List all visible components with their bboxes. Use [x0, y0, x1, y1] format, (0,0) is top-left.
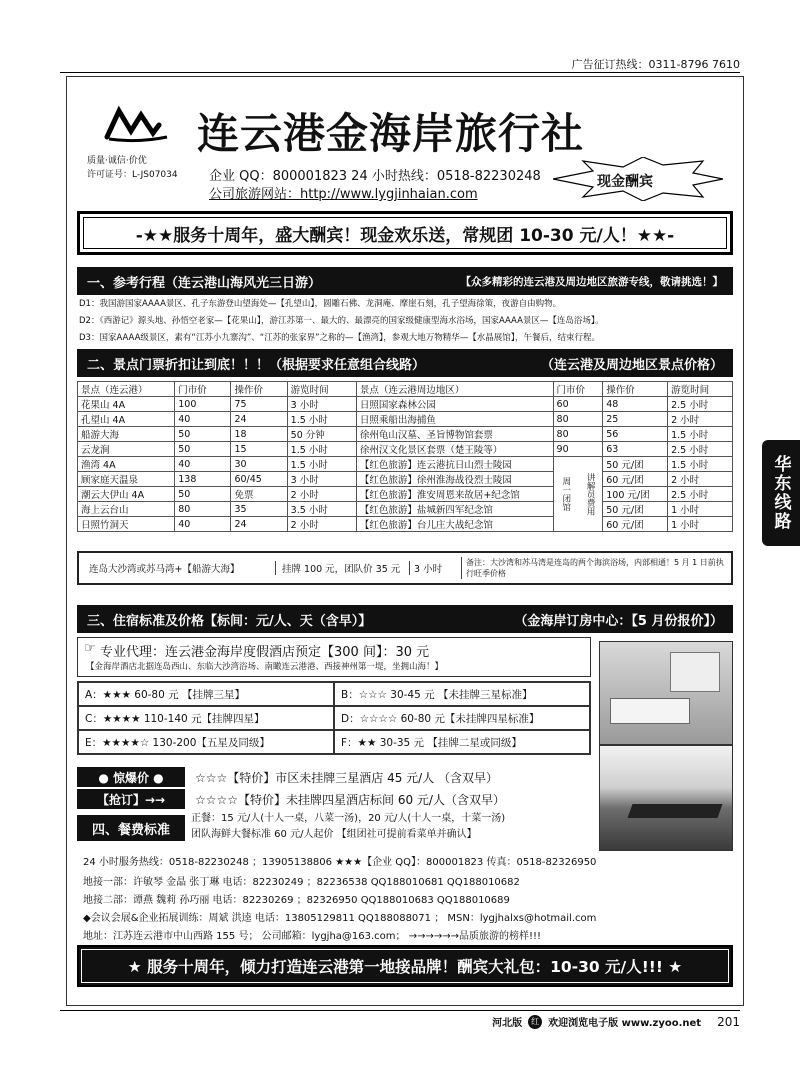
- table-cell: 1 小时: [668, 502, 733, 517]
- table-row: [78, 706, 590, 730]
- pointing-hand-icon: ☞: [84, 641, 96, 656]
- section1-title: 一、参考行程（连云港山海风光三日游）: [87, 275, 322, 291]
- table-header: 操作价: [603, 382, 668, 397]
- reward-burst-text: 现金酬宾: [597, 174, 653, 190]
- contact-dept2: 地接二部：谭燕 魏莉 孙巧丽 电话：82230269 ；82326950 QQ188010683 QQ188010689: [83, 895, 510, 906]
- top-rule: [60, 72, 740, 73]
- table-cell: 100: [175, 397, 231, 412]
- hotel-grade-a: A：★★★ 60-80 元 【挂牌三星】: [78, 682, 334, 706]
- itinerary-day1: D1：我国游国家AAAA景区、孔子东游登山望海处—【孔望山】，圆雕石佛、龙洞庵、摩崖石刻，孔子望海徐策，夜游自由购物。: [79, 299, 562, 309]
- table-cell: 2.5 小时: [668, 487, 733, 502]
- ad-hotline: 广告征订热线：0311-8796 7610: [571, 58, 740, 71]
- table-cell: 日照国家森林公园: [356, 397, 553, 412]
- hotel-agent-line: 专业代理：连云港金海岸度假酒店预定【300 间】：30 元: [100, 645, 430, 660]
- meal-line-1: 正餐：15 元/人(十人一桌，八菜一汤)，20 元/人(十人一桌，十菜一汤): [191, 813, 506, 824]
- table-cell: 花果山 4A: [78, 397, 175, 412]
- table-cell: 【红色旅游】盐城新四军纪念馆: [356, 502, 553, 517]
- table-header-row: [78, 382, 733, 397]
- ticket-price-table: [77, 381, 733, 532]
- table-cell: 3 小时: [287, 472, 356, 487]
- table-cell: 【红色旅游】台儿庄大战纪念馆: [356, 517, 553, 532]
- table-cell: 【红色旅游】徐州淮海战役烈士陵园: [356, 472, 553, 487]
- page-number: 201: [717, 1014, 740, 1029]
- table-cell: 25: [603, 412, 668, 427]
- hotel-grade-f: F：★★ 30-35 元 【挂牌二星或同级】: [334, 730, 590, 754]
- table-cell: 顾家庭天温泉: [78, 472, 175, 487]
- table-row: [78, 502, 733, 517]
- closed-note: 周一闭馆: [560, 477, 571, 511]
- table-cell: 2.5 小时: [668, 442, 733, 457]
- table-cell: 2 小时: [287, 517, 356, 532]
- table-cell: 云龙涧: [78, 442, 175, 457]
- table-row: [78, 457, 733, 472]
- table-row: [78, 397, 733, 412]
- section4-title: 四、餐费标准: [77, 815, 185, 841]
- deal-line-2: ☆☆☆☆【特价】未挂牌四星酒店标间 60 元/人（含双早）: [195, 793, 505, 807]
- table-row: [78, 487, 733, 502]
- table-cell: 50 分钟: [287, 427, 356, 442]
- table-row: [78, 730, 590, 754]
- table-cell: 孔望山 4A: [78, 412, 175, 427]
- table-cell: 潮云大伊山 4A: [78, 487, 175, 502]
- contact-hotline: 24 小时服务热线：0518-82230248 ；13905138806 ★★★【企业 QQ】：800001823 传真：0518-82326950: [83, 857, 597, 868]
- table-cell: 徐州汉文化景区套票（楚王陵等）: [356, 442, 553, 457]
- hotel-grade-table: [77, 681, 591, 755]
- seaside-photo: [599, 745, 733, 851]
- hotel-grade-c: C：★★★★ 110-140 元【挂牌四星】: [78, 706, 334, 730]
- table-header: 游览时间: [287, 382, 356, 397]
- contact-meetings: ◆会议会展&企业拓展训练：周斌 洪逵 电话：13805129811 QQ188088071 ； MSN：lygjhalxs@hotmail.com: [83, 913, 597, 924]
- table-cell: 24: [231, 412, 287, 427]
- browse-text[interactable]: 欢迎浏览电子版 www.zyoo.net: [548, 1018, 702, 1029]
- company-logo-icon: [103, 103, 173, 143]
- ticket-footer-route: 连岛大沙湾或苏马湾+【船游大海】: [89, 564, 240, 575]
- table-row: [78, 472, 733, 487]
- table-cell: 60 元/团: [603, 517, 668, 532]
- table-row: [78, 682, 590, 706]
- table-cell: 30: [231, 457, 287, 472]
- lecture-note: 讲解员费用: [585, 472, 596, 516]
- itinerary-day3: D3：国家AAAA级景区，素有“江苏小九寨沟”、“江苏的张家界”之称的—【渔湾】，参观大地万物精华—【水晶展馆】，午餐后，结束行程。: [79, 333, 601, 343]
- table-cell: 24: [231, 517, 287, 532]
- side-tab-east-china[interactable]: 华东线路: [762, 440, 800, 546]
- table-cell: 50 元/团: [603, 457, 668, 472]
- table-cell: 80: [553, 412, 603, 427]
- section2-header: [77, 349, 733, 377]
- contact-address: 地址：江苏连云港市中山西路 155 号； 公司邮箱：lygjha@163.com； →→→→→→品质旅游的榜样!!!: [83, 931, 542, 942]
- table-cell: 徐州龟山汉墓、圣旨博物馆套票: [356, 427, 553, 442]
- table-cell: 3 小时: [287, 397, 356, 412]
- ticket-footer-price: 挂牌 100 元，团队价 35 元: [275, 561, 409, 575]
- table-cell: 【红色旅游】连云港抗日山烈士陵园: [356, 457, 553, 472]
- table-header: 门市价: [553, 382, 603, 397]
- table-cell: 50 元/团: [603, 502, 668, 517]
- table-header: 门市价: [175, 382, 231, 397]
- itinerary-day2: D2：《西游记》源头地、孙悟空老家—【花果山】，游江苏第一、最大的、最漂亮的国家级健康型海水浴场，国家AAAA景区—【连岛浴场】。: [79, 316, 604, 326]
- table-cell: 60: [553, 397, 603, 412]
- table-cell: 80: [175, 502, 231, 517]
- table-cell: 2 小时: [668, 412, 733, 427]
- section1-header: [77, 267, 733, 295]
- table-cell: 50: [175, 442, 231, 457]
- ticket-footer-row: [77, 551, 733, 585]
- table-header: 景点（连云港周边地区）: [356, 382, 553, 397]
- table-row: [78, 442, 733, 457]
- table-cell: 40: [175, 457, 231, 472]
- table-header: 景点（连云港）: [78, 382, 175, 397]
- table-header: 游览时间: [668, 382, 733, 397]
- hotel-agent-box: [77, 637, 591, 677]
- table-cell: 50: [175, 487, 231, 502]
- contact-dept1: 地接一部：许敏琴 金晶 张丁琳 电话：82230249 ；82236538 QQ188010681 QQ188010682: [83, 877, 520, 888]
- closed-and-lecture-cell: [553, 457, 603, 532]
- top-promo-banner: -★★服务十周年，盛大酬宾！现金欢乐送，常规团 10-30 元/人！★★-: [77, 211, 733, 255]
- page-footer: [492, 1014, 740, 1029]
- table-cell: 40: [175, 517, 231, 532]
- advert-frame: [66, 76, 744, 1006]
- website-link[interactable]: 公司旅游网站：http://www.lygjinhaian.com: [209, 187, 478, 202]
- meal-line-2: 团队海鲜大餐标准 60 元/人起价 【组团社可提前看菜单并确认】: [191, 829, 477, 840]
- ticket-footer-remark: 备注：大沙湾和苏马湾是连岛的两个海滨浴场，内部相通！5 月 1 日前执行旺季价格: [461, 557, 731, 579]
- hot-price-label: ● 惊爆价 ●: [77, 767, 185, 787]
- table-cell: 渔湾 4A: [78, 457, 175, 472]
- table-cell: 2 小时: [287, 487, 356, 502]
- hotel-grade-d: D：☆☆☆☆ 60-80 元【未挂牌四星标准】: [334, 706, 590, 730]
- red-badge-icon: 红: [528, 1015, 542, 1029]
- table-cell: 56: [603, 427, 668, 442]
- table-cell: 3.5 小时: [287, 502, 356, 517]
- motto: 质量·诚信·价优: [87, 156, 147, 166]
- table-cell: 40: [175, 412, 231, 427]
- table-row: [78, 427, 733, 442]
- table-cell: 船游大海: [78, 427, 175, 442]
- table-cell: 90: [553, 442, 603, 457]
- table-cell: 60/45: [231, 472, 287, 487]
- section1-note: 【众多精彩的连云港及周边地区旅游专线，敬请挑选！】: [460, 275, 723, 288]
- table-cell: 1 小时: [668, 517, 733, 532]
- table-cell: 60 元/团: [603, 472, 668, 487]
- edition-label: 河北版: [492, 1018, 523, 1029]
- table-row: [78, 412, 733, 427]
- section3-header: [77, 605, 733, 633]
- hotel-agent-subline: 【金海岸酒店北据连岛西山、东临大沙湾浴场、南瞰连云港港、西接神州第一堤，坐拥山海！】: [86, 662, 444, 672]
- table-cell: 63: [603, 442, 668, 457]
- table-cell: 48: [603, 397, 668, 412]
- section3-title: 三、住宿标准及价格【标间：元/人、天（含早）】: [87, 613, 372, 629]
- table-cell: 138: [175, 472, 231, 487]
- bottom-rule: [60, 1010, 740, 1011]
- table-cell: 海上云台山: [78, 502, 175, 517]
- table-cell: 日照竹洞天: [78, 517, 175, 532]
- table-cell: 1.5 小时: [668, 427, 733, 442]
- grab-booking-label: 【抢订】→→: [77, 789, 185, 809]
- table-cell: 2 小时: [668, 472, 733, 487]
- table-cell: 1.5 小时: [668, 457, 733, 472]
- table-cell: 2.5 小时: [668, 397, 733, 412]
- hotel-room-photo: [599, 641, 733, 745]
- table-cell: 18: [231, 427, 287, 442]
- table-cell: 1.5 小时: [287, 457, 356, 472]
- table-cell: 1.5 小时: [287, 412, 356, 427]
- table-cell: 【红色旅游】淮安周恩来故居+纪念馆: [356, 487, 553, 502]
- table-cell: 80: [553, 427, 603, 442]
- hotel-grade-b: B：☆☆☆ 30-45 元 【未挂牌三星标准】: [334, 682, 590, 706]
- table-cell: 免票: [231, 487, 287, 502]
- table-row: [78, 517, 733, 532]
- ticket-footer-duration: 3 小时: [409, 561, 461, 575]
- deal-line-1: ☆☆☆【特价】市区未挂牌三星酒店 45 元/人 （含双早）: [195, 771, 499, 785]
- table-cell: 50: [175, 427, 231, 442]
- section2-note: （连云港及周边地区景点价格）: [540, 357, 723, 373]
- hotel-grade-e: E：★★★★☆ 130-200【五星及同级】: [78, 730, 334, 754]
- company-name: 连云港金海岸旅行社: [197, 109, 585, 158]
- section3-note: （金海岸订房中心：【5 月份报价】）: [514, 613, 723, 629]
- table-cell: 100 元/团: [603, 487, 668, 502]
- section2-title: 二、景点门票折扣让到底！！！（根据要求任意组合线路）: [87, 357, 426, 373]
- table-cell: 日照乘船出海捕鱼: [356, 412, 553, 427]
- contact-line: 企业 QQ：800001823 24 小时热线：0518-82230248: [209, 169, 541, 184]
- table-cell: 35: [231, 502, 287, 517]
- table-cell: 75: [231, 397, 287, 412]
- bottom-promo-banner: ★ 服务十周年，倾力打造连云港第一地接品牌！酬宾大礼包：10-30 元/人!!! ★: [77, 945, 733, 987]
- license-number: 许可证号：L-JS07034: [87, 170, 178, 180]
- table-header: 操作价: [231, 382, 287, 397]
- table-cell: 15: [231, 442, 287, 457]
- table-cell: 1.5 小时: [287, 442, 356, 457]
